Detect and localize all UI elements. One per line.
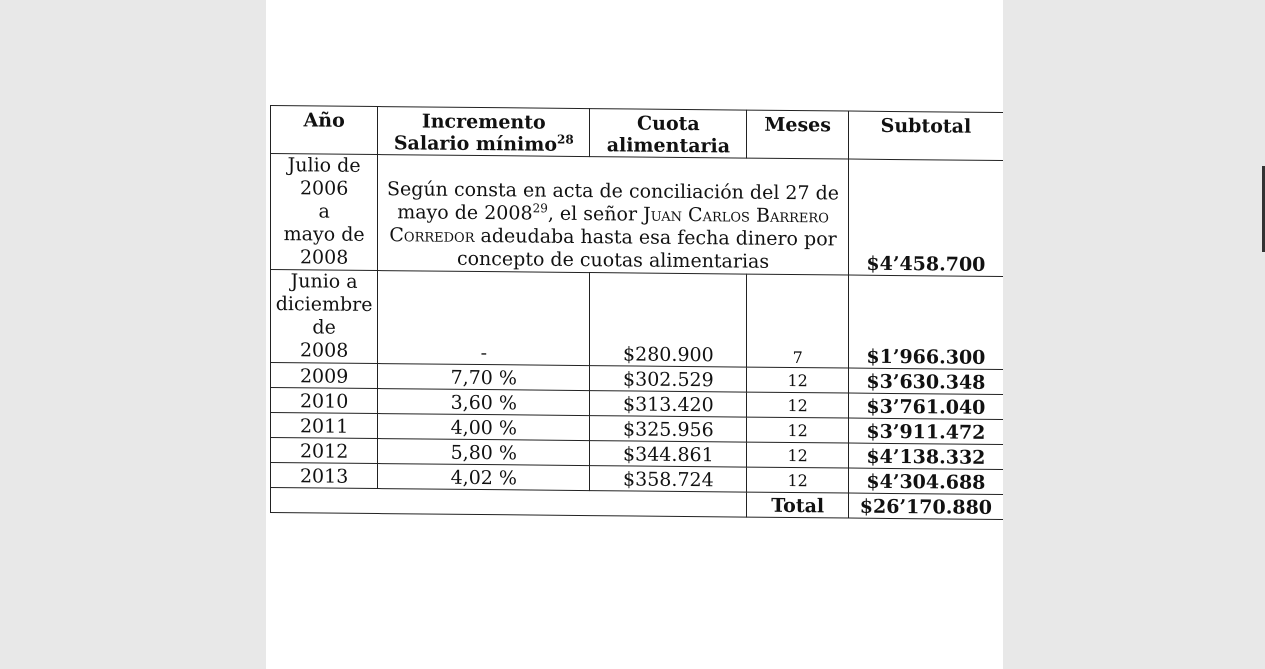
table-row-first-period [271, 154, 1004, 277]
header-cuota-line1: Cuota [637, 112, 700, 136]
months-cell: 12 [747, 367, 848, 393]
year-cell: 2010 [271, 388, 378, 414]
header-row [271, 106, 1004, 161]
header-months: Meses [747, 110, 848, 159]
year-line: Julio de [287, 154, 361, 177]
cuota-cell: $313.420 [590, 391, 747, 418]
increment-cell: 3,60 % [378, 389, 590, 416]
header-increment-line1: Incremento [421, 110, 546, 134]
subtotal-cell: $3’761.040 [848, 393, 1003, 419]
year-line: a [318, 200, 330, 223]
table-row-second-period [271, 270, 1004, 370]
header-increment [378, 107, 590, 157]
header-year: Año [271, 106, 378, 155]
note-text-3: adeudaba hasta esa fecha dinero por concepto de cuotas alimentarias [456, 224, 837, 273]
header-cuota [590, 109, 747, 159]
increment-cell: - [378, 271, 590, 366]
year-line: de [312, 316, 336, 339]
debtor-name: Juan Carlos Barrero Corredor [389, 203, 829, 247]
footnote-29: 29 [532, 201, 548, 216]
total-empty-cell [271, 488, 747, 518]
months-cell: 12 [747, 392, 848, 418]
alimony-table [270, 105, 1003, 520]
year-line: diciembre [275, 293, 373, 316]
increment-cell: 4,02 % [378, 464, 590, 491]
cuota-cell: $358.724 [590, 466, 747, 493]
cuota-cell: $280.900 [590, 273, 747, 368]
footnote-28: 28 [557, 132, 574, 147]
subtotal-cell: $3’911.472 [848, 418, 1003, 444]
cuota-cell: $325.956 [590, 416, 747, 443]
year-line: mayo de [283, 223, 365, 246]
document-page [266, 0, 1003, 669]
increment-cell: 5,80 % [378, 439, 590, 466]
subtotal-cell: $3’630.348 [848, 368, 1003, 394]
year-cell: 2011 [271, 413, 378, 439]
year-cell-first-period [271, 154, 378, 271]
year-cell: 2012 [271, 438, 378, 464]
year-line: 2006 [299, 177, 349, 200]
months-cell: 12 [747, 442, 848, 468]
header-cuota-line2: alimentaria [606, 134, 731, 158]
year-cell-second-period [271, 270, 378, 364]
subtotal-cell: $4’304.688 [848, 468, 1003, 494]
year-line: 2008 [299, 339, 349, 362]
months-cell: 12 [747, 417, 848, 443]
year-line: Junio a [290, 270, 358, 293]
months-cell: 7 [747, 274, 848, 368]
increment-cell: 7,70 % [378, 364, 590, 391]
subtotal-cell: $4’458.700 [848, 159, 1003, 276]
subtotal-cell: $1’966.300 [848, 275, 1003, 369]
header-increment-line2: Salario mínimo [393, 132, 558, 156]
total-label: Total [747, 492, 848, 518]
subtotal-cell: $4’138.332 [848, 443, 1003, 469]
note-text-2: , el señor [547, 202, 644, 226]
year-line: 2008 [299, 246, 349, 269]
note-text-1: Según consta en acta de conciliación del 27 de mayo de 2008 [387, 178, 840, 225]
header-subtotal: Subtotal [848, 111, 1003, 160]
year-cell: 2009 [271, 363, 378, 389]
cuota-cell: $302.529 [590, 366, 747, 393]
year-cell: 2013 [271, 463, 378, 489]
cuota-cell: $344.861 [590, 441, 747, 468]
total-value: $26’170.880 [848, 493, 1003, 519]
increment-cell: 4,00 % [378, 414, 590, 441]
months-cell: 12 [747, 467, 848, 493]
conciliation-note [378, 155, 849, 276]
